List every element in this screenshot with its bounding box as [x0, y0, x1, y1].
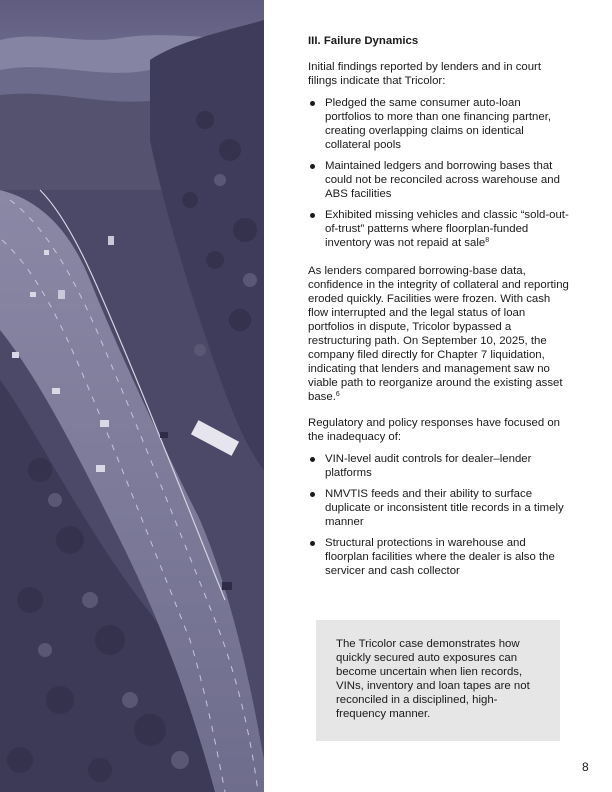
bullet-icon	[310, 457, 315, 462]
intro-paragraph: Initial findings reported by lenders and in court filings indicate that Tricolor:	[308, 61, 542, 87]
narrative-text: As lenders compared borrowing-base data, confidence in the integrity of collateral and reporting eroded quickly. Facilities were frozen. With cash flow interrupted and the legal status of loan portfolios in dispute, Tricolor bypassed a restructuring path. On September 10, 2025, the company filed directly for Chapter 7 liquidation, indicating that lenders and management saw no viable path to reorganize around the existing asset base.	[308, 265, 569, 403]
list-item	[308, 208, 570, 250]
response-text: VIN-level audit controls for dealer–lender platforms	[325, 453, 532, 479]
list-item	[308, 452, 570, 480]
response-text: NMVTIS feeds and their ability to surface duplicate or inconsistent title records in a timely manner	[325, 488, 564, 528]
responses-list	[308, 452, 570, 578]
finding-text: Maintained ledgers and borrowing bases that could not be reconciled across warehouse and ABS facilities	[325, 160, 560, 200]
finding-text: Pledged the same consumer auto-loan portfolios to more than one financing partner, creating overlapping claims on identical collateral pools	[325, 97, 552, 151]
footnote-marker: 6	[335, 391, 340, 398]
page-number: 8	[582, 760, 589, 774]
callout-text: The Tricolor case demonstrates how quickly secured auto exposures can become uncertain when lien records, VINs, inventory and loan tapes are not reconciled in a disciplined, high-frequency manner.	[336, 638, 530, 720]
list-item	[308, 536, 570, 578]
bullet-icon	[310, 164, 315, 169]
finding-text: Exhibited missing vehicles and classic “sold-out-of-trust” patterns where floorplan-funded inventory was not repaid at sale	[325, 209, 569, 249]
bullet-icon	[310, 213, 315, 218]
list-item	[308, 159, 570, 201]
narrative-paragraph	[308, 264, 570, 404]
footnote-marker: 8	[485, 237, 490, 244]
list-item	[308, 487, 570, 529]
list-item	[308, 96, 570, 152]
findings-list	[308, 96, 570, 250]
bullet-icon	[310, 101, 315, 106]
response-text: Structural protections in warehouse and floorplan facilities where the dealer is also the servicer and cash collector	[325, 537, 555, 577]
section-heading: III. Failure Dynamics	[308, 35, 419, 47]
bullet-icon	[310, 492, 315, 497]
responses-intro: Regulatory and policy responses have focused on the inadequacy of:	[308, 417, 561, 443]
highway-photo	[0, 0, 264, 792]
text-column	[308, 34, 570, 592]
bullet-icon	[310, 541, 315, 546]
callout-box	[316, 620, 560, 741]
